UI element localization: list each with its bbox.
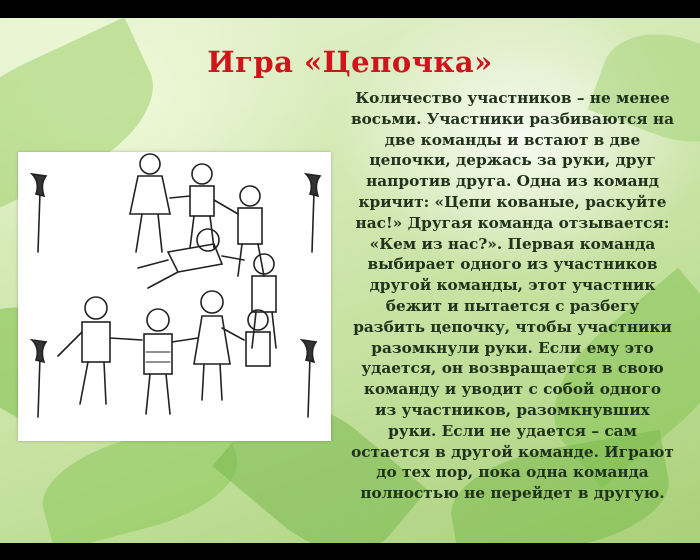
text-line: две команды и встают в две — [384, 130, 641, 149]
text-line: из участников, разомкнувших — [375, 400, 650, 419]
text-line: команду и уводит с собой одного — [363, 380, 662, 399]
game-description — [340, 88, 685, 504]
text-line: цепочки, держась за руки, друг — [369, 151, 656, 170]
text-line: восьми. Участники разбиваются на — [350, 109, 675, 128]
text-line: другой команды, этот участник — [369, 276, 656, 295]
text-line: разомкнули руки. Если ему это — [371, 338, 654, 357]
text-line: напротив друга. Одна из команд — [366, 172, 659, 191]
children-game-illustration — [18, 152, 331, 441]
slide-title: Игра «Цепочка» — [207, 45, 493, 79]
text-line: до тех пор, пока одна команда — [376, 463, 649, 482]
text-line: разбить цепочку, чтобы участники — [353, 317, 672, 336]
text-line: бежит и пытается с разбегу — [385, 296, 640, 315]
text-line: полностью не перейдет в другую. — [360, 484, 665, 503]
text-line: выбирает одного из участников — [367, 255, 658, 274]
text-line: остается в другой команде. Играют — [351, 442, 674, 461]
text-line: кричит: «Цепи кованые, раскуйте — [358, 192, 667, 211]
text-line: руки. Если не удается – сам — [388, 421, 637, 440]
text-line: удается, он возвращается в свою — [361, 359, 664, 378]
slide — [0, 18, 700, 543]
text-line: «Кем из нас?». Первая команда — [369, 234, 656, 253]
text-line: нас!» Другая команда отзывается: — [355, 213, 670, 232]
text-line: Количество участников – не менее — [355, 89, 670, 107]
